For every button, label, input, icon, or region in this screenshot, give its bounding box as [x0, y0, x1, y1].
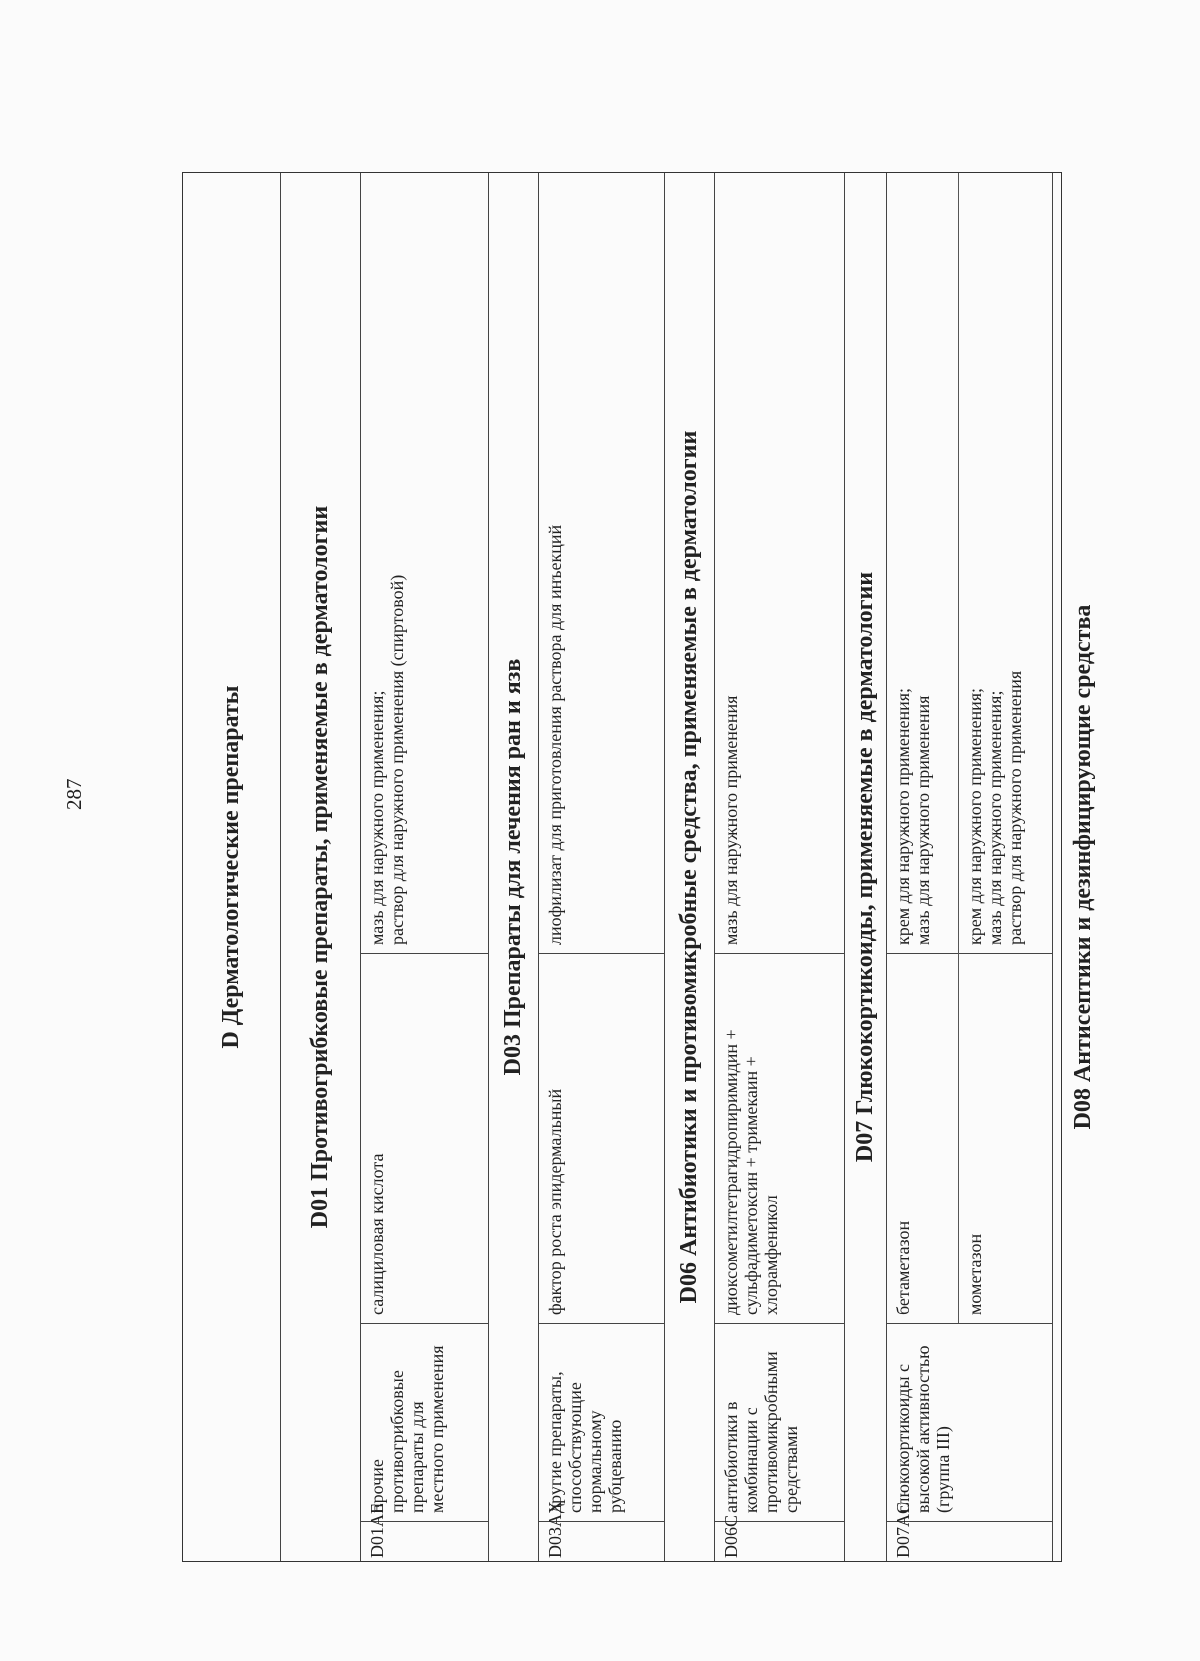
section-heading-row [845, 173, 887, 1561]
table-row [715, 173, 845, 1561]
section-heading-row [489, 173, 539, 1561]
group-name: глюкокортикоиды с высокой активностью (группа III) [887, 1323, 1052, 1521]
atc-code: D06C [715, 1521, 844, 1561]
drug-name: мометазон [959, 953, 1052, 1323]
section-heading-row [665, 173, 715, 1561]
group-name: антибиотики в комбинации с противомикробными средствами [715, 1323, 844, 1521]
group-name: другие препараты, способствующие нормальному рубцеванию [539, 1323, 664, 1521]
drug-name: диоксометилтетрагидропиримидин + сульфадиметоксин + тримекаин + хлорамфеникол [715, 953, 844, 1323]
drug-subtable [887, 173, 1052, 1323]
section-heading: D03 Препараты для лечения ран и язв [500, 658, 526, 1076]
dosage-forms: мазь для наружного применения [721, 695, 741, 945]
drug-table [182, 172, 1096, 1562]
group-name: прочие противогрибковые препараты для местного применения [361, 1323, 488, 1521]
section-heading: D07 Глюкокортикоиды, применяемые в дерматологии [852, 571, 878, 1163]
section-heading: D08 Антисептики и дезинфицирующие средства [1069, 604, 1096, 1130]
table-row [887, 173, 1053, 1561]
atc-code: D03AX [539, 1521, 664, 1561]
atc-code: D01AE [361, 1521, 488, 1561]
table-row [887, 173, 959, 1323]
atc-code: D07AC [887, 1521, 1052, 1561]
page-number: 287 [62, 778, 86, 810]
drug-name: салициловая кислота [361, 953, 488, 1323]
section-heading-row [1053, 173, 1113, 1561]
dosage-forms: крем для наружного применения; мазь для наружного применения [893, 687, 933, 945]
table-title-row [183, 173, 281, 1561]
table-row [361, 173, 489, 1561]
table-row [539, 173, 665, 1561]
drug-name: фактор роста эпидермальный [539, 953, 664, 1323]
section-heading: D06 Антибиотики и противомикробные средства, применяемые в дерматологии [676, 430, 702, 1304]
section-heading: D01 Противогрибковые препараты, применяемые в дерматологии [307, 505, 333, 1229]
section-heading-row [281, 173, 361, 1561]
drug-name: бетаметазон [887, 953, 958, 1323]
dosage-forms: лиофилизат для приготовления раствора для инъекций [545, 524, 565, 945]
table-row [959, 173, 1052, 1323]
dosage-forms: крем для наружного применения; мазь для наружного применения; раствор для наружного применения [965, 670, 1025, 945]
table-title: D Дерматологические препараты [218, 685, 244, 1049]
dosage-forms: мазь для наружного применения; раствор для наружного применения (спиртовой) [367, 574, 407, 945]
